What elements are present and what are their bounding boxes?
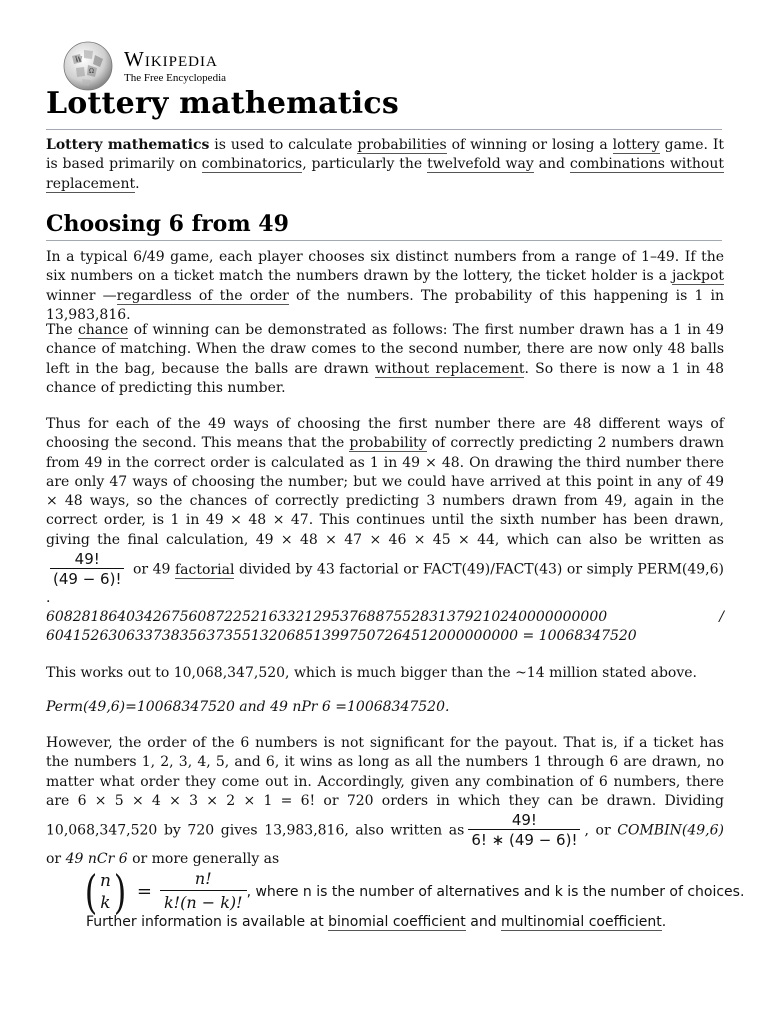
link-combinations-without-replacement[interactable]: combinations without replacement — [46, 156, 724, 192]
division-slash: / — [719, 609, 724, 625]
paragraph-3 — [46, 415, 724, 608]
further-text: Further information is available at — [86, 914, 329, 930]
long-number-calculation — [46, 608, 724, 647]
lead-text: . — [135, 175, 140, 192]
binomial-k: k — [100, 892, 111, 913]
binomial-stack — [100, 870, 111, 914]
link-jackpot[interactable]: jackpot — [671, 268, 724, 285]
fraction-49-over-43 — [50, 550, 124, 589]
p3-text: of correctly predicting 2 numbers drawn from 49 in the correct order is calculated as 1 in 49 × 48. On drawing the third number there are only 47 ways of choosing the number; but we could have arrived at this point in any of 49 × 48 ways, so the chances of correctly predicting 3 numbers drawn from 49, again in the correct order, is 1 in 49 × 48 × 47. This continues until the sixth number has been drawn, giving the final calculation, 49 × 48 × 47 × 46 × 45 × 44, which can also be written as — [46, 435, 724, 548]
link-without-replacement[interactable]: without replacement — [375, 360, 525, 377]
binomial-n: n — [99, 870, 111, 891]
wordmark-tagline: The Free Encyclopedia — [124, 71, 227, 84]
lead-text: game. It is based primarily on — [46, 137, 724, 173]
lead-text: is used to calculate — [209, 137, 358, 153]
page-title: Lottery mathematics — [46, 86, 399, 121]
p7-text: or — [46, 851, 66, 868]
link-binomial-coefficient[interactable]: binomial coefficient — [328, 914, 466, 930]
paragraph-1 — [46, 248, 724, 325]
paragraph-5: This works out to 10,068,347,520, which is much bigger than the ~14 million stated above. — [46, 665, 698, 681]
p2-text: The — [46, 322, 78, 338]
left-paren: ( — [84, 864, 98, 919]
fraction-denominator: 6! ∗ (49 − 6)! — [471, 831, 578, 850]
paragraph-7 — [46, 734, 724, 869]
p7-text: , or — [584, 822, 618, 839]
section-divider — [46, 240, 722, 241]
binomial-fraction — [160, 868, 247, 915]
p2-text: of winning can be demonstrated as follows: The first number drawn has a 1 in 49 chance of matching. When the draw comes to the second number, there are now only 48 balls left in the bag, because the balls are drawn — [46, 322, 724, 377]
long-number-line-1 — [46, 608, 724, 627]
p7-text: However, the order of the 6 numbers is not significant for the payout. That is, if a ticket has the numbers 1, 2, 3, 4, 5, and 6, it wins as long as all the numbers 1 through 6 are drawn, no matter what order they come out in. Accordingly, given any combination of 6 numbers, there are 6 × 5 × 4 × 3 × 2 × 1 = 6! or 720 orders in which they can be drawn. Dividing 10,068,347,520 by 720 gives 13,983,816, also written as — [46, 735, 724, 839]
perm-result: Perm(49,6)=10068347520 and 49 nPr 6 =10068347520. — [46, 699, 450, 715]
svg-text:W: W — [75, 56, 83, 64]
lead-text: and — [533, 156, 570, 173]
wordmark-title: Wikipedia — [124, 46, 218, 71]
link-probabilities[interactable]: probabilities — [357, 137, 447, 153]
p3-text: divided by 43 factorial or FACT(49)/FACT(43) or simply PERM(49,6) . — [46, 561, 724, 607]
p2-text: . So there is now a 1 in 48 chance of predicting this number. — [46, 360, 725, 396]
combin-expression: COMBIN(49,6) — [617, 822, 724, 839]
link-lottery[interactable]: lottery — [612, 137, 660, 153]
svg-text:Ω: Ω — [89, 68, 94, 75]
link-factorial[interactable]: factorial — [175, 561, 235, 578]
link-multinomial-coefficient[interactable]: multinomial coefficient — [501, 914, 662, 930]
fraction-numerator: 49! — [50, 550, 124, 569]
binomial-denominator: k!(n − k)! — [163, 893, 243, 912]
p7-text: or more generally as — [127, 851, 280, 868]
further-text: and — [465, 914, 502, 930]
p1-text: winner — — [46, 287, 117, 304]
p1-text: of the numbers. The probability of this happening is 1 in 13,983,816. — [46, 287, 725, 323]
wordmark — [124, 46, 227, 84]
paragraph-2 — [46, 321, 724, 398]
p1-text: In a typical 6/49 game, each player chooses six distinct numbers from a range of 1–49. If the six numbers on a ticket match the numbers drawn by the lottery, the ticket holder is a — [46, 249, 724, 285]
fraction-denominator: (49 − 6)! — [53, 570, 122, 589]
title-divider — [46, 129, 722, 130]
further-information — [86, 914, 666, 930]
right-paren: ) — [113, 864, 127, 919]
ncr-expression: 49 nCr 6 — [65, 851, 128, 868]
link-chance[interactable]: chance — [77, 322, 129, 338]
lead-bold-term: Lottery mathematics — [46, 137, 210, 153]
formula-explanation: , where n is the number of alternatives and k is the number of choices. — [246, 883, 745, 900]
lead-text: of winning or losing a — [446, 137, 613, 153]
lead-text: , particularly the — [302, 156, 428, 173]
p3-text: Thus for each of the 49 ways of choosing the first number there are 48 different ways of choosing the second. This means that the — [46, 416, 724, 452]
lead-paragraph — [46, 136, 724, 194]
link-combinatorics[interactable]: combinatorics — [201, 156, 303, 173]
equals-sign: = — [136, 881, 152, 902]
wikipedia-masthead[interactable] — [62, 40, 226, 92]
p3-text: or 49 — [128, 561, 175, 578]
further-text: . — [661, 914, 667, 930]
link-regardless-of-order[interactable]: regardless of the order — [116, 287, 289, 304]
wikipedia-globe-icon — [62, 40, 114, 92]
link-probability[interactable]: probability — [349, 435, 427, 452]
divisor-and-result: 60415263063373835637355132068513997507264512000000000 = 10068347520 — [46, 628, 637, 645]
section-heading: Choosing 6 from 49 — [46, 211, 289, 237]
fraction-numerator: 49! — [468, 811, 580, 830]
binomial-coefficient-symbol — [82, 864, 129, 919]
link-twelvefold-way[interactable]: twelvefold way — [427, 156, 534, 173]
dividend: 608281864034267560872252163321295376887552831379210240000000000 — [46, 609, 608, 625]
binomial-formula — [82, 864, 745, 919]
binomial-numerator: n! — [160, 868, 247, 891]
fraction-combination — [468, 811, 580, 850]
